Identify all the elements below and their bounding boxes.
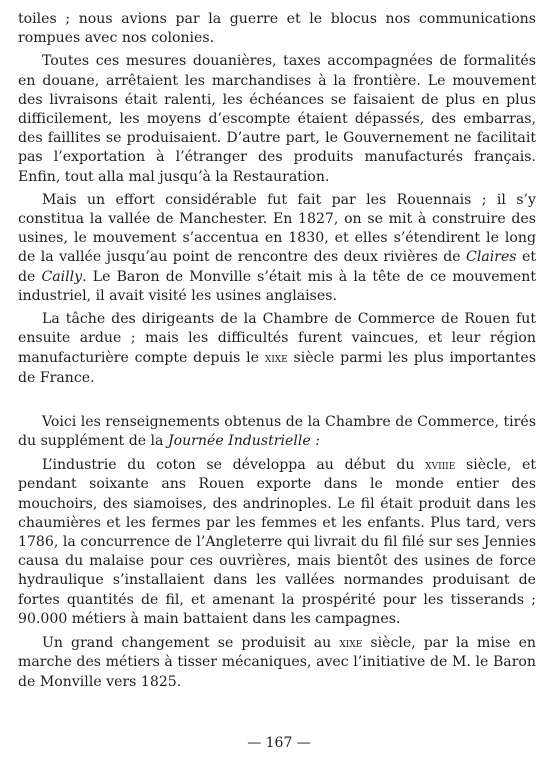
- paragraph-text: toiles ; nous avions par la guerre et le blocus nos communications rompues avec nos colonies.: [18, 11, 536, 47]
- century-numeral: xviiie: [425, 457, 456, 473]
- century-numeral: xixe: [264, 350, 288, 366]
- paragraph-text: siècle, et pendant soixante ans Rouen exporte dans le monde entier des mouchoirs, des siamoises, des andrinoples. Le fil était produit dans les chaumières et les fermes par les femmes et les enfants. Plus tard, vers 1786, la concurrence de l’Angleterre qui livrait du fil filé sur ses Jennies causa du malaise pour ces ouvrières, mais bientôt des usines de force hydraulique s’installaient dans les vallées normandes produisant de fortes quantités de fil, et amenant la prospérité pour les tisserands ; 90.000 métiers à main battaient dans les campagnes.: [18, 457, 536, 627]
- paragraph-text: et de: [18, 249, 536, 285]
- italic-text: Claires: [466, 249, 517, 266]
- page-body: [18, 10, 536, 696]
- section-gap: [18, 392, 536, 413]
- italic-text: Cailly: [41, 268, 83, 285]
- paragraph-text: siècle, par la mise en marche des métiers à tisser mécaniques, avec l’initiative de M. le Baron de Monville vers 1825.: [18, 635, 536, 690]
- paragraph: [18, 310, 536, 388]
- paragraph-text: Voici les renseignements obtenus de la Chambre de Commerce, tirés du supplément de la: [18, 413, 536, 450]
- italic-text: Journée Industrielle :: [167, 433, 320, 450]
- paragraph-text: Un grand changement se produisit au: [42, 635, 340, 652]
- paragraph-text: Mais un effort considérable fut fait par les Rouennais ; il s’y constitua la vallée de Manchester. En 1827, on se mit à construire des usines, le mouvement s’accentua en 1830, et elles s’étendirent le long de la vallée jusqu’au point de rencontre des deux rivières de: [18, 191, 536, 266]
- century-numeral: xixe: [339, 635, 363, 651]
- paragraph: [18, 191, 536, 306]
- paragraph: [18, 52, 536, 186]
- paragraph-text: La tâche des dirigeants de la Chambre de Commerce de Rouen fut ensuite ardue ; mais les difficultés furent vaincues, et leur région manufacturière compte depuis le: [18, 311, 536, 367]
- paragraph: [18, 413, 536, 451]
- paragraph: [18, 455, 536, 629]
- paragraph: [18, 10, 536, 48]
- paragraph-text: L’industrie du coton se développa au début du: [42, 457, 426, 474]
- paragraph: [18, 633, 536, 692]
- paragraph-text: . Le Baron de Monville s’était mis à la tête de ce mouvement industriel, il avait visité les usines anglaises.: [18, 268, 536, 304]
- paragraph-text: Toutes ces mesures douanières, taxes accompagnées de formalités en douane, arrêtaient les marchandises à la frontière. Le mouvement des livraisons était ralenti, les échéances se faisaient de plus en plus difficilement, les moyens d’escompte étaient dépassés, des embarras, des faillites se produisaient. D’autre part, le Gouvernement ne facilitait pas l’exportation à l’étranger des produits manufacturés français. Enfin, tout alla mal jusqu’à la Restauration.: [18, 53, 536, 185]
- paragraph-text: siècle parmi les plus importantes de France.: [18, 350, 536, 386]
- page-number: — 167 —: [247, 735, 311, 751]
